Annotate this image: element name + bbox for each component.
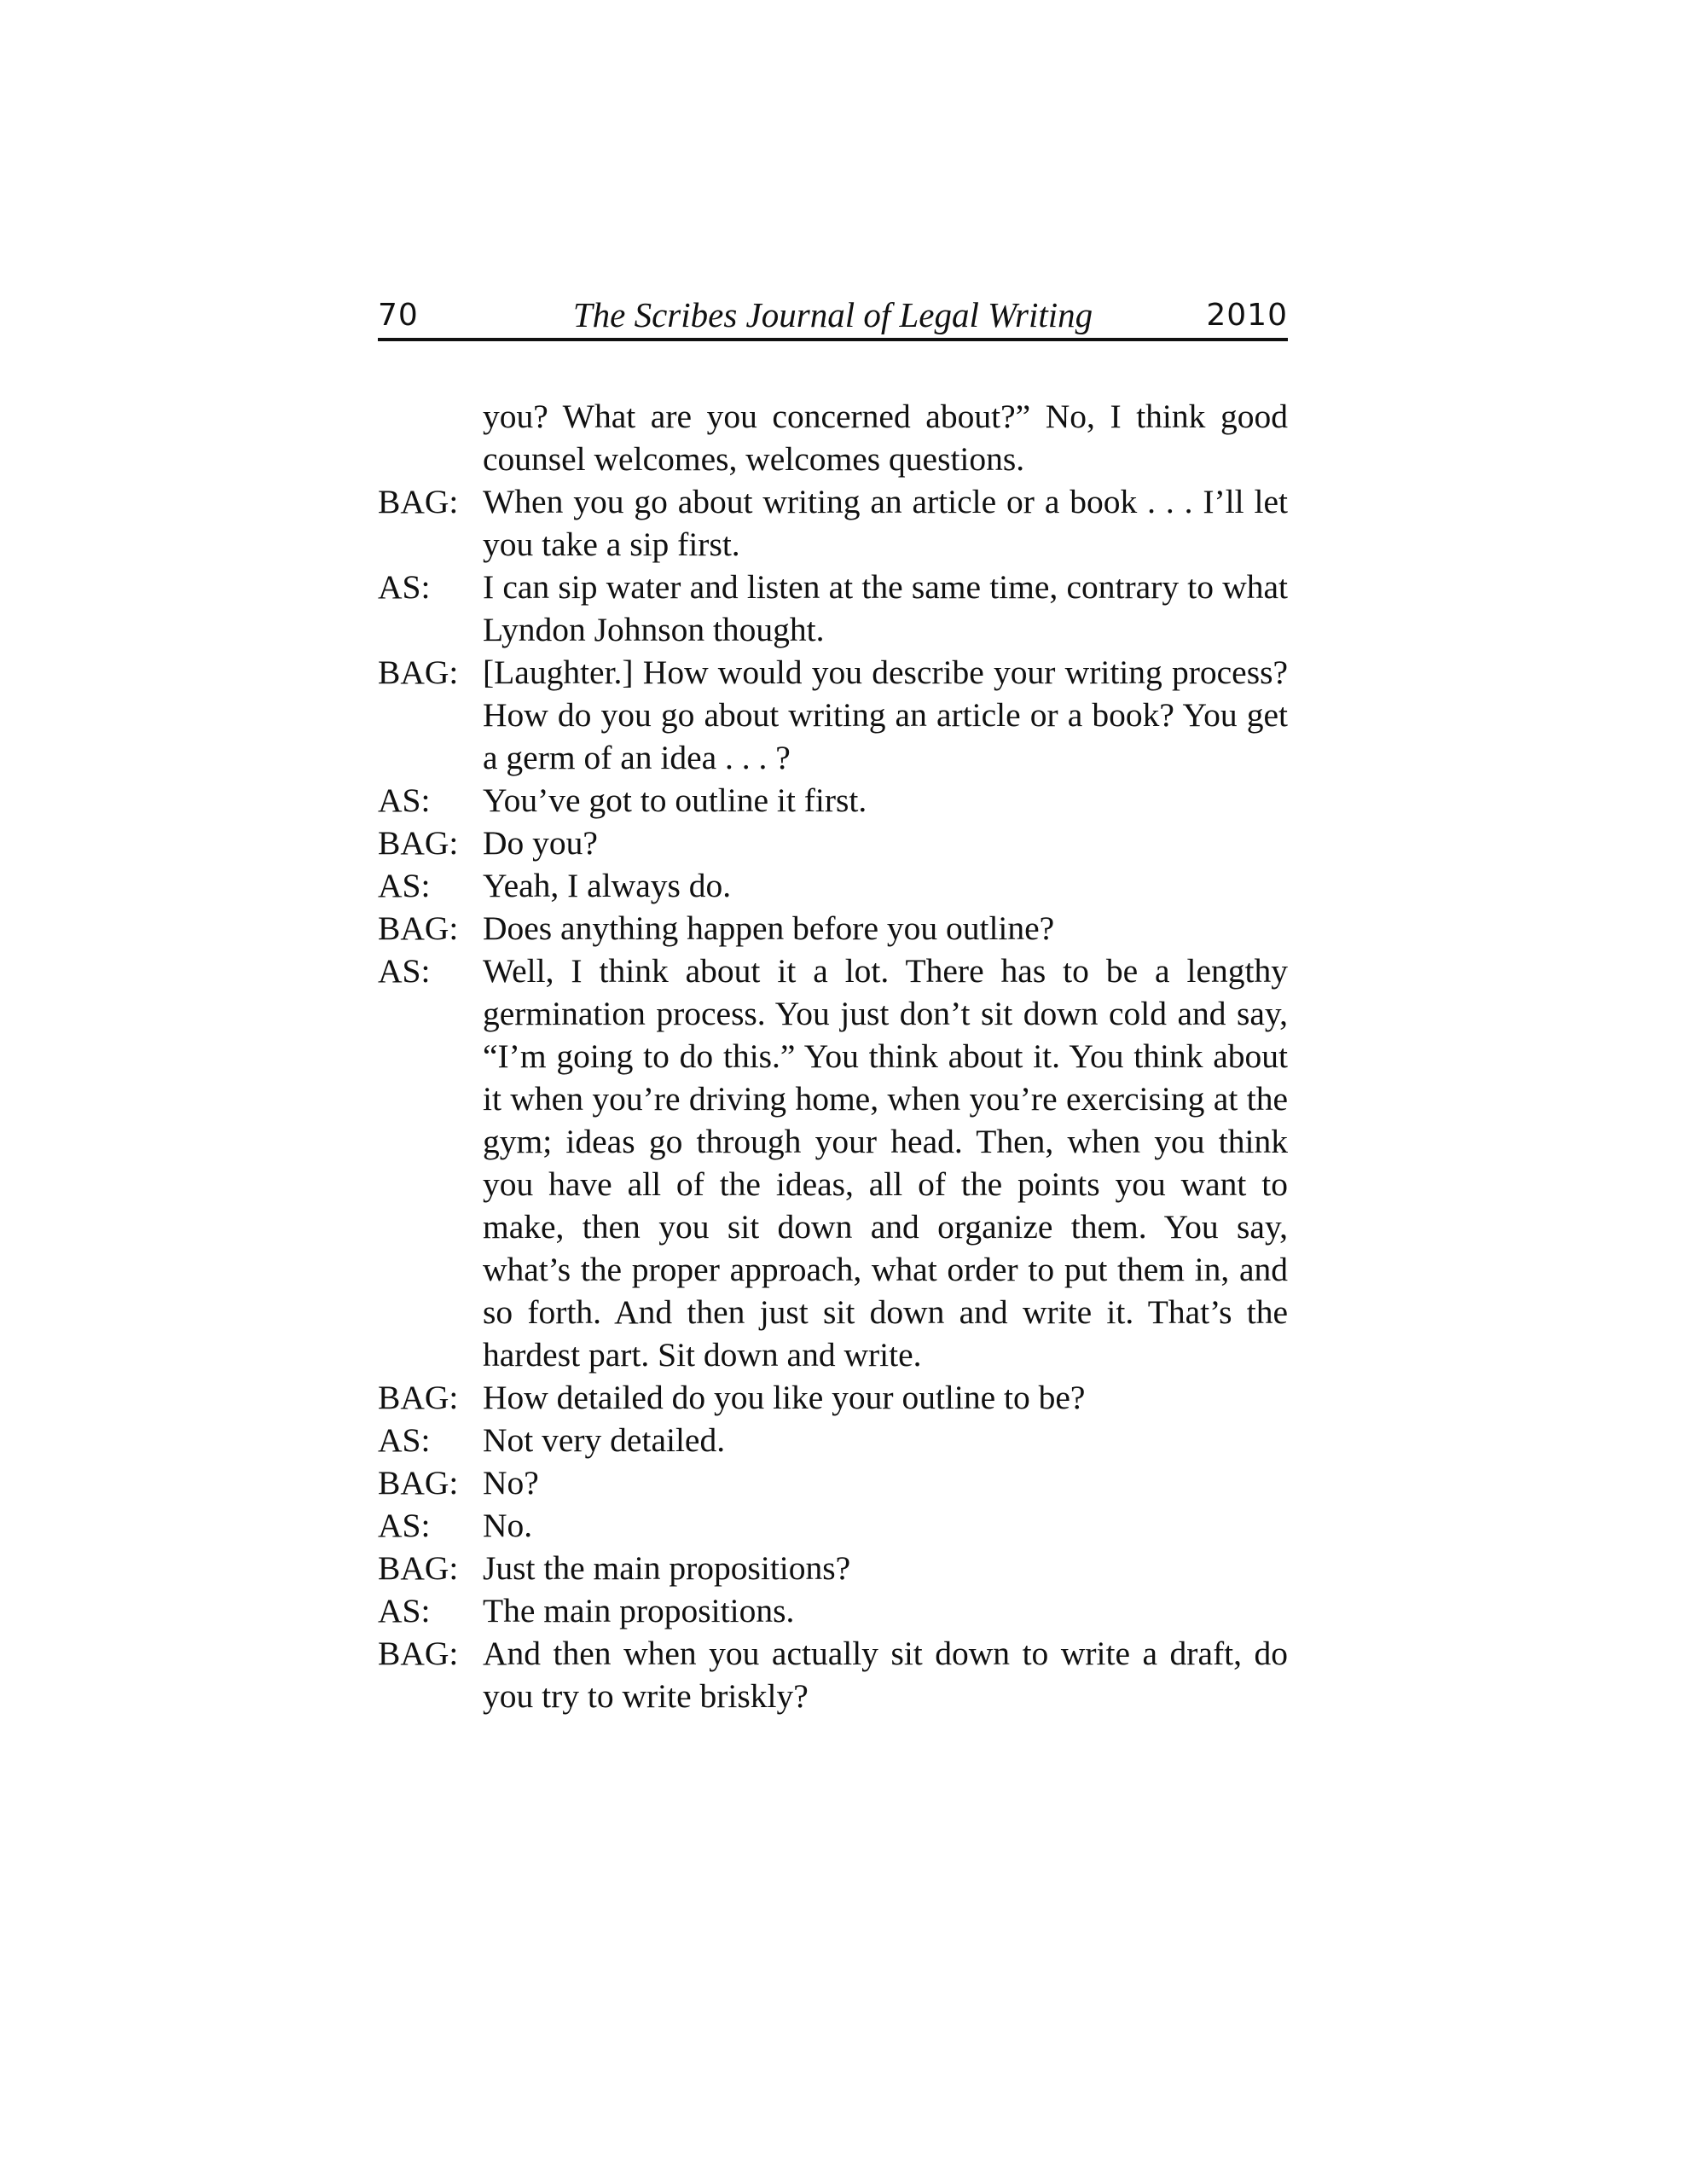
transcript-entry [378, 1419, 1288, 1461]
publication-year: 2010 [1206, 298, 1288, 333]
speaker-label: AS: [378, 568, 431, 606]
transcript-entry [378, 395, 1288, 480]
transcript-entry [378, 1504, 1288, 1547]
speech-text: The main propositions. [483, 1592, 795, 1629]
transcript-entry [378, 1547, 1288, 1589]
speech-text: And then when you actually sit down to write a draft, do you try to write briskly? [483, 1635, 1288, 1715]
speaker-label: AS: [378, 952, 431, 990]
running-header [378, 297, 1288, 341]
speaker-label: AS: [378, 1592, 431, 1629]
interview-transcript [378, 395, 1288, 1717]
speaker-label: BAG: [378, 824, 459, 862]
speech-text: You’ve got to outline it first. [483, 781, 867, 819]
speech-text: No. [483, 1507, 533, 1544]
speech-text: Just the main propositions? [483, 1549, 851, 1587]
speaker-label: AS: [378, 867, 431, 904]
page-number: 70 [378, 298, 419, 333]
speech-text: [Laughter.] How would you describe your writing process? How do you go about writing an article or a book? You get a germ of an idea . . . ? [483, 653, 1288, 776]
transcript-entry [378, 480, 1288, 566]
speaker-label: BAG: [378, 1464, 459, 1502]
transcript-entry [378, 779, 1288, 822]
transcript-entry [378, 864, 1288, 907]
speaker-label: AS: [378, 781, 431, 819]
speaker-label: BAG: [378, 909, 459, 947]
speech-text: When you go about writing an article or a book . . . I’ll let you take a sip first. [483, 483, 1288, 563]
speaker-label: AS: [378, 1421, 431, 1459]
speaker-label: BAG: [378, 1379, 459, 1416]
transcript-entry [378, 1461, 1288, 1504]
transcript-entry [378, 950, 1288, 1376]
speech-text: I can sip water and listen at the same time, contrary to what Lyndon Johnson thought. [483, 568, 1288, 648]
transcript-entry [378, 907, 1288, 950]
speech-text: Well, I think about it a lot. There has to be a lengthy germination process. You just don’t sit down cold and say, “I’m going to do this.” You think about it. You think about it when you’re driving home, when you’re exercising at the gym; ideas go through your head. Then, when you think you have all of the ideas, all of the points you want to make, then you sit down and organize them. You say, what’s the proper approach, what order to put them in, and so forth. And then just sit down and write it. That’s the hardest part. Sit down and write. [483, 952, 1288, 1374]
speech-text: No? [483, 1464, 539, 1502]
transcript-entry [378, 1589, 1288, 1632]
speaker-label: BAG: [378, 653, 459, 691]
speech-text: Does anything happen before you outline? [483, 909, 1055, 947]
speech-text: How detailed do you like your outline to be? [483, 1379, 1086, 1416]
transcript-entry [378, 822, 1288, 864]
speech-text: Yeah, I always do. [483, 867, 732, 904]
speech-text: Do you? [483, 824, 598, 862]
speaker-label: BAG: [378, 1549, 459, 1587]
speech-text: you? What are you concerned about?” No, I think good counsel welcomes, welcomes questions. [483, 398, 1288, 478]
transcript-entry [378, 1632, 1288, 1717]
journal-title: The Scribes Journal of Legal Writing [572, 295, 1093, 334]
speech-text: Not very detailed. [483, 1421, 726, 1459]
transcript-entry [378, 651, 1288, 779]
transcript-entry [378, 566, 1288, 651]
transcript-entry [378, 1376, 1288, 1419]
speaker-label: BAG: [378, 1635, 459, 1672]
speaker-label: BAG: [378, 483, 459, 520]
speaker-label: AS: [378, 1507, 431, 1544]
